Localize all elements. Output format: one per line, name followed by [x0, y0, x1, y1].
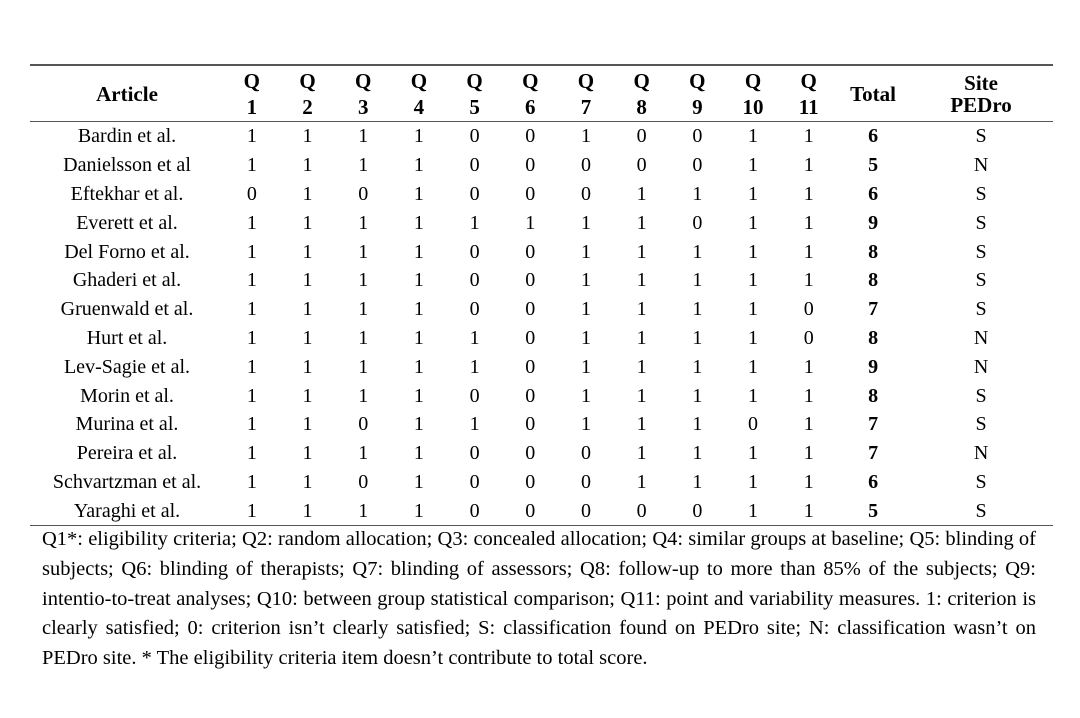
- header-q7: [558, 65, 614, 122]
- score-cell-q5: 0: [469, 269, 480, 292]
- score-cell-q2: 1: [302, 470, 313, 493]
- site-pedro-cell: S: [975, 182, 987, 205]
- score-cell-q10: 1: [748, 240, 759, 263]
- score-cell-q3: 1: [358, 240, 369, 263]
- score-cell-q9: 1: [692, 240, 703, 263]
- score-cell-q8: 1: [636, 326, 647, 349]
- header-q9-label: Q 9: [689, 69, 706, 119]
- score-cell-q4: 1: [413, 154, 424, 177]
- score-cell-q11: 1: [803, 240, 814, 263]
- table-row: [30, 122, 1053, 151]
- score-cell-q6: 0: [525, 154, 536, 177]
- header-q8: [614, 65, 670, 122]
- score-cell-q7: 1: [580, 355, 591, 378]
- article-cell: Pereira et al.: [76, 442, 178, 465]
- score-cell-q1: 1: [246, 211, 257, 234]
- article-cell: Hurt et al.: [86, 326, 168, 349]
- score-cell-q2: 1: [302, 326, 313, 349]
- score-cell-q3: 0: [358, 470, 369, 493]
- article-cell: Bardin et al.: [77, 125, 177, 148]
- score-cell-q8: 0: [636, 154, 647, 177]
- score-cell-q6: 0: [525, 355, 536, 378]
- score-cell-q3: 1: [358, 298, 369, 321]
- score-cell-q8: 1: [636, 298, 647, 321]
- score-cell-q8: 0: [636, 125, 647, 148]
- score-cell-q11: 1: [803, 499, 814, 522]
- score-cell-q4: 1: [413, 298, 424, 321]
- score-cell-q5: 0: [469, 298, 480, 321]
- score-cell-q8: 1: [636, 211, 647, 234]
- score-cell-q5: 0: [469, 470, 480, 493]
- score-cell-q2: 1: [302, 154, 313, 177]
- header-q4-label: Q 4: [410, 69, 428, 119]
- score-cell-q1: 1: [246, 470, 257, 493]
- score-cell-q4: 1: [413, 211, 424, 234]
- header-q10: [725, 65, 781, 122]
- score-cell-q9: 0: [692, 154, 703, 177]
- site-pedro-cell: S: [975, 269, 987, 292]
- score-cell-q7: 1: [580, 413, 591, 436]
- article-cell: Everett et al.: [76, 211, 178, 234]
- header-q7-label: Q 7: [577, 69, 595, 119]
- header-q5-label: Q 5: [466, 69, 483, 119]
- score-cell-q4: 1: [413, 470, 424, 493]
- score-cell-q4: 1: [413, 326, 424, 349]
- score-cell-q2: 1: [302, 211, 313, 234]
- score-cell-q6: 0: [525, 499, 536, 522]
- score-cell-q3: 1: [358, 154, 369, 177]
- total-cell: 6: [868, 470, 879, 493]
- site-pedro-cell: S: [975, 240, 987, 263]
- score-cell-q3: 1: [358, 442, 369, 465]
- score-cell-q5: 0: [469, 499, 480, 522]
- score-cell-q6: 0: [525, 240, 536, 263]
- score-cell-q9: 1: [692, 182, 703, 205]
- header-q11-label: Q 11: [798, 69, 819, 119]
- score-cell-q8: 1: [636, 413, 647, 436]
- total-cell: 8: [868, 269, 879, 292]
- header-q10-label: Q 10: [742, 69, 764, 119]
- score-cell-q2: 1: [302, 442, 313, 465]
- table-row: [30, 410, 1053, 439]
- score-cell-q10: 1: [748, 326, 759, 349]
- site-pedro-cell: N: [973, 326, 989, 349]
- header-q6-label: Q 6: [522, 69, 539, 119]
- site-pedro-cell: S: [975, 125, 987, 148]
- score-cell-q7: 0: [580, 182, 591, 205]
- score-cell-q6: 0: [525, 182, 536, 205]
- score-cell-q11: 1: [803, 269, 814, 292]
- total-cell: 8: [868, 384, 879, 407]
- site-pedro-cell: S: [975, 298, 987, 321]
- score-cell-q4: 1: [413, 413, 424, 436]
- header-site-pedro-label: Site PEDro: [950, 70, 1012, 117]
- score-cell-q10: 1: [748, 355, 759, 378]
- table-row: [30, 352, 1053, 381]
- score-cell-q2: 1: [302, 499, 313, 522]
- site-pedro-cell: N: [973, 442, 989, 465]
- score-cell-q3: 1: [358, 269, 369, 292]
- score-cell-q3: 1: [358, 384, 369, 407]
- score-cell-q9: 1: [692, 326, 703, 349]
- score-cell-q5: 0: [469, 154, 480, 177]
- total-cell: 5: [868, 154, 879, 177]
- score-cell-q2: 1: [302, 355, 313, 378]
- score-cell-q7: 0: [580, 154, 591, 177]
- score-cell-q9: 1: [692, 470, 703, 493]
- header-q9: [670, 65, 726, 122]
- score-cell-q9: 0: [692, 211, 703, 234]
- score-cell-q4: 1: [413, 125, 424, 148]
- header-q5: [447, 65, 503, 122]
- score-cell-q5: 1: [469, 355, 480, 378]
- score-cell-q6: 0: [525, 269, 536, 292]
- table-row: [30, 439, 1053, 468]
- score-cell-q8: 1: [636, 355, 647, 378]
- total-cell: 7: [868, 442, 879, 465]
- score-cell-q10: 1: [748, 125, 759, 148]
- score-cell-q6: 0: [525, 125, 536, 148]
- article-cell: Murina et al.: [75, 413, 179, 436]
- score-cell-q6: 0: [525, 470, 536, 493]
- article-cell: Lev-Sagie et al.: [63, 355, 191, 378]
- score-cell-q10: 1: [748, 154, 759, 177]
- score-cell-q9: 0: [692, 125, 703, 148]
- score-cell-q5: 1: [469, 211, 480, 234]
- table-row: [30, 266, 1053, 295]
- score-cell-q1: 1: [246, 413, 257, 436]
- score-cell-q1: 1: [246, 298, 257, 321]
- site-pedro-cell: S: [975, 211, 987, 234]
- score-cell-q3: 1: [358, 211, 369, 234]
- score-cell-q6: 0: [525, 384, 536, 407]
- score-cell-q1: 1: [246, 240, 257, 263]
- score-cell-q10: 1: [748, 298, 759, 321]
- score-cell-q2: 1: [302, 298, 313, 321]
- score-cell-q11: 0: [803, 298, 814, 321]
- score-cell-q5: 0: [469, 384, 480, 407]
- score-cell-q5: 0: [469, 442, 480, 465]
- site-pedro-cell: S: [975, 470, 987, 493]
- total-cell: 6: [868, 125, 879, 148]
- score-cell-q1: 1: [246, 355, 257, 378]
- article-cell: Danielsson et al: [63, 154, 191, 177]
- score-cell-q2: 1: [302, 240, 313, 263]
- total-cell: 6: [868, 182, 879, 205]
- score-cell-q5: 1: [469, 326, 480, 349]
- score-cell-q11: 1: [803, 211, 814, 234]
- pedro-table-container: [30, 64, 1052, 526]
- score-cell-q11: 1: [803, 442, 814, 465]
- score-cell-q2: 1: [302, 125, 313, 148]
- score-cell-q6: 1: [525, 211, 536, 234]
- header-q4: [391, 65, 447, 122]
- header-total: Total: [850, 81, 897, 106]
- score-cell-q11: 1: [803, 154, 814, 177]
- score-cell-q1: 0: [246, 182, 257, 205]
- score-cell-q4: 1: [413, 384, 424, 407]
- score-cell-q9: 1: [692, 384, 703, 407]
- score-cell-q3: 1: [358, 125, 369, 148]
- score-cell-q10: 1: [748, 442, 759, 465]
- header-q1-label: Q 1: [243, 69, 261, 119]
- score-cell-q8: 1: [636, 442, 647, 465]
- score-cell-q4: 1: [413, 499, 424, 522]
- site-pedro-cell: S: [975, 413, 987, 436]
- score-cell-q2: 1: [302, 269, 313, 292]
- score-cell-q9: 1: [692, 298, 703, 321]
- header-article: Article: [96, 81, 158, 106]
- table-row: [30, 151, 1053, 180]
- table-row: [30, 295, 1053, 324]
- table-row: [30, 496, 1053, 525]
- score-cell-q10: 1: [748, 384, 759, 407]
- score-cell-q2: 1: [302, 384, 313, 407]
- score-cell-q1: 1: [246, 442, 257, 465]
- score-cell-q7: 1: [580, 211, 591, 234]
- article-cell: Eftekhar et al.: [70, 182, 184, 205]
- score-cell-q11: 1: [803, 355, 814, 378]
- total-cell: 8: [868, 326, 879, 349]
- score-cell-q4: 1: [413, 182, 424, 205]
- score-cell-q1: 1: [246, 499, 257, 522]
- score-cell-q3: 1: [358, 355, 369, 378]
- score-cell-q3: 0: [358, 182, 369, 205]
- score-cell-q10: 0: [748, 413, 759, 436]
- score-cell-q7: 1: [580, 240, 591, 263]
- header-q3-label: Q 3: [355, 69, 372, 119]
- score-cell-q10: 1: [748, 499, 759, 522]
- score-cell-q11: 1: [803, 125, 814, 148]
- score-cell-q7: 1: [580, 326, 591, 349]
- score-cell-q8: 1: [636, 182, 647, 205]
- article-cell: Gruenwald et al.: [60, 298, 194, 321]
- score-cell-q11: 1: [803, 470, 814, 493]
- header-q6: [502, 65, 558, 122]
- score-cell-q4: 1: [413, 355, 424, 378]
- score-cell-q1: 1: [246, 125, 257, 148]
- score-cell-q9: 1: [692, 442, 703, 465]
- score-cell-q8: 1: [636, 470, 647, 493]
- table-header-row: [30, 65, 1053, 122]
- pedro-score-table: [30, 64, 1053, 526]
- site-pedro-cell: S: [975, 384, 987, 407]
- table-row: [30, 324, 1053, 353]
- header-q1: [224, 65, 280, 122]
- score-cell-q4: 1: [413, 442, 424, 465]
- score-cell-q2: 1: [302, 182, 313, 205]
- score-cell-q6: 0: [525, 298, 536, 321]
- score-cell-q4: 1: [413, 240, 424, 263]
- score-cell-q5: 0: [469, 240, 480, 263]
- score-cell-q8: 0: [636, 499, 647, 522]
- score-cell-q8: 1: [636, 269, 647, 292]
- site-pedro-cell: N: [973, 154, 989, 177]
- score-cell-q11: 1: [803, 413, 814, 436]
- score-cell-q6: 0: [525, 442, 536, 465]
- article-cell: Morin et al.: [80, 384, 174, 407]
- score-cell-q1: 1: [246, 384, 257, 407]
- score-cell-q1: 1: [246, 326, 257, 349]
- score-cell-q7: 1: [580, 298, 591, 321]
- score-cell-q7: 0: [580, 442, 591, 465]
- table-row: [30, 237, 1053, 266]
- score-cell-q6: 0: [525, 413, 536, 436]
- table-row: [30, 468, 1053, 497]
- score-cell-q4: 1: [413, 269, 424, 292]
- article-cell: Del Forno et al.: [64, 240, 190, 263]
- score-cell-q10: 1: [748, 211, 759, 234]
- header-q2-label: Q 2: [299, 69, 316, 119]
- score-cell-q9: 1: [692, 355, 703, 378]
- score-cell-q10: 1: [748, 269, 759, 292]
- score-cell-q5: 1: [469, 413, 480, 436]
- site-pedro-cell: N: [973, 355, 989, 378]
- score-cell-q11: 1: [803, 384, 814, 407]
- score-cell-q7: 1: [580, 384, 591, 407]
- score-cell-q2: 1: [302, 413, 313, 436]
- article-cell: Yaraghi et al.: [73, 499, 181, 522]
- score-cell-q9: 1: [692, 269, 703, 292]
- header-q11: [781, 65, 837, 122]
- score-cell-q7: 1: [580, 125, 591, 148]
- score-cell-q3: 1: [358, 326, 369, 349]
- total-cell: 9: [868, 355, 879, 378]
- table-row: [30, 180, 1053, 209]
- score-cell-q7: 0: [580, 499, 591, 522]
- score-cell-q11: 1: [803, 182, 814, 205]
- site-pedro-cell: S: [975, 499, 987, 522]
- score-cell-q9: 0: [692, 499, 703, 522]
- score-cell-q3: 1: [358, 499, 369, 522]
- score-cell-q5: 0: [469, 125, 480, 148]
- article-cell: Ghaderi et al.: [72, 269, 182, 292]
- total-cell: 9: [868, 211, 879, 234]
- total-cell: 7: [868, 413, 879, 436]
- table-footnote: Q1*: eligibility criteria; Q2: random allocation; Q3: concealed allocation; Q4: similar groups at baseline; Q5: blinding of subjects; Q6: blinding of therapists; Q7: blinding of assessors; Q8: follow-up to more than 85% of the subjects; Q9: intentio-to-treat analyses; Q10: between group statistical comparison; Q11: point and variability measures. 1: criterion is clearly satisfied; 0: criterion isn’t clearly satisfied; S: classification found on PEDro site; N: classification wasn’t on PEDro site. * The eligibility criteria item doesn’t contribute to total score.: [42, 528, 1036, 670]
- score-cell-q1: 1: [246, 269, 257, 292]
- table-body: [30, 122, 1053, 526]
- total-cell: 7: [868, 298, 879, 321]
- score-cell-q7: 1: [580, 269, 591, 292]
- score-cell-q8: 1: [636, 240, 647, 263]
- header-q2: [280, 65, 336, 122]
- header-site-pedro: [910, 65, 1053, 122]
- score-cell-q3: 0: [358, 413, 369, 436]
- score-cell-q1: 1: [246, 154, 257, 177]
- score-cell-q11: 0: [803, 326, 814, 349]
- score-cell-q10: 1: [748, 470, 759, 493]
- score-cell-q7: 0: [580, 470, 591, 493]
- total-cell: 8: [868, 240, 879, 263]
- table-row: [30, 208, 1053, 237]
- score-cell-q10: 1: [748, 182, 759, 205]
- table-row: [30, 381, 1053, 410]
- score-cell-q9: 1: [692, 413, 703, 436]
- score-cell-q8: 1: [636, 384, 647, 407]
- article-cell: Schvartzman et al.: [52, 470, 202, 493]
- score-cell-q6: 0: [525, 326, 536, 349]
- score-cell-q5: 0: [469, 182, 480, 205]
- header-q3: [335, 65, 391, 122]
- header-q8-label: Q 8: [633, 69, 650, 119]
- total-cell: 5: [868, 499, 879, 522]
